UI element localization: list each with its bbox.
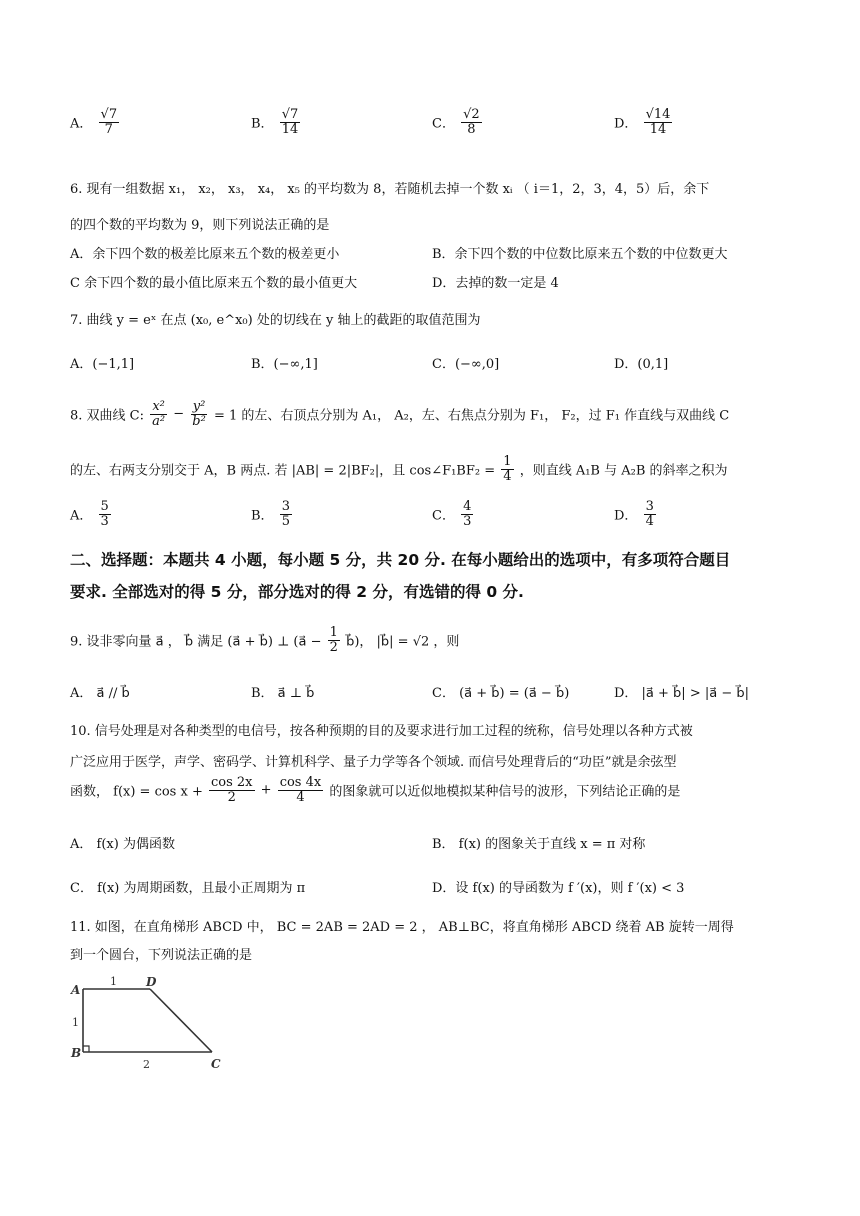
q10-stem-line2: 广泛应用于医学，声学、密码学、计算机科学、量子力学等各个领域. 而信号处理背后的“功臣”就是余弦型 (70, 755, 677, 770)
vertex-label-b: B (71, 1046, 82, 1060)
q6-option-c: C 余下四个数的最小值比原来五个数的最小值更大 (70, 276, 358, 291)
q9-option-c: C． (a⃗ + b⃗) = (a⃗ − b⃗) (432, 686, 570, 701)
q7-option-b: B．(−∞,1] (251, 357, 318, 372)
q5-option-b: B． $\frac{√7}{14}$ (251, 107, 299, 137)
q9-option-d: D． |a⃗ + b⃗| > |a⃗ − b⃗| (614, 686, 749, 701)
vertex-label-d: D (146, 975, 157, 989)
edge-dc (150, 989, 212, 1052)
q8-stem-line1: 8. 双曲线 C: $\frac{\text{x²}}{\text{a²}}$ − $\frac{\text{y²}}{\text{b²}}$ = 1 的左、右顶点分别为 A₁， A₂，左、右焦点分别为 F₁， F₂，过 F₁ 作直线与双曲线 C (70, 399, 730, 429)
q8-option-c: C． $\frac{4}{3}$ (432, 499, 472, 529)
section-heading-line1: 二、选择题：本题共 4 小题，每小题 5 分，共 20 分. 在每小题给出的选项中，有多项符合题目 (70, 551, 731, 569)
q11-stem-line2: 到一个圆台，下列说法正确的是 (70, 948, 253, 963)
q11-stem-line1: 11. 如图，在直角梯形 ABCD 中， BC = 2AB = 2AD = 2 ， AB⊥BC，将直角梯形 ABCD 绕着 AB 旋转一周得 (70, 920, 734, 935)
q9-stem: 9. 设非零向量 a⃗ ， b⃗ 满足 (a⃗ + b⃗) ⊥ (a⃗ − $\frac{1}{2}$ b⃗)， |b⃗| = √2 ，则 (70, 625, 460, 655)
q7-option-d: D．(0,1] (614, 357, 669, 372)
q7-option-a: A．(−1,1] (70, 357, 135, 372)
q10-option-a: A． f(x) 为偶函数 (70, 837, 175, 852)
q7-option-c: C．(−∞,0] (432, 357, 500, 372)
q5-option-a: A． $\frac{√7}{7}$ (70, 107, 118, 137)
q8-option-b: B． $\frac{3}{5}$ (251, 499, 290, 529)
q8-option-a: A． $\frac{5}{3}$ (70, 499, 109, 529)
q6-stem-line2: 的四个数的平均数为 9，则下列说法正确的是 (70, 218, 330, 233)
q10-stem-line1: 10. 信号处理是对各种类型的电信号，按各种预期的目的及要求进行加工过程的统称，信号处理以各种方式被 (70, 724, 693, 739)
q10-option-b: B． f(x) 的图象关于直线 x = π 对称 (432, 837, 646, 852)
length-label-ab: 1 (72, 1016, 79, 1029)
q6-option-d: D．去掉的数一定是 4 (432, 276, 559, 291)
q7-stem: 7. 曲线 y = eˣ 在点 (x₀, e^x₀) 处的切线在 y 轴上的截距的取值范围为 (70, 313, 481, 328)
q6-stem-line1: 6. 现有一组数据 x₁， x₂， x₃， x₄， x₅ 的平均数为 8，若随机去掉一个数 xᵢ （ i＝1，2，3，4，5）后，余下 (70, 182, 710, 197)
q6-option-b: B．余下四个数的中位数比原来五个数的中位数更大 (432, 247, 728, 262)
q5-option-c: C． $\frac{√2}{8}$ (432, 107, 480, 137)
q9-option-a: A． a⃗ // b⃗ (70, 686, 130, 701)
vertex-label-a: A (71, 983, 81, 997)
q5-option-d: D． $\frac{√14}{14}$ (614, 107, 671, 137)
q8-stem-line2: 的左、右两支分别交于 A，B 两点. 若 |AB| = 2|BF₂|，且 cos∠F₁BF₂ = $\frac{1}{4}$ ，则直线 A₁B 与 A₂B 的斜率之积为 (70, 454, 728, 484)
vertex-label-c: C (211, 1057, 221, 1071)
q10-option-d: D．设 f(x) 的导函数为 f ′(x)，则 f ′(x) < 3 (432, 881, 685, 896)
length-label-ad: 1 (110, 975, 117, 988)
length-label-bc: 2 (143, 1058, 150, 1071)
q6-option-a: A．余下四个数的极差比原来五个数的极差更小 (70, 247, 340, 262)
trapezoid-figure (66, 972, 232, 1076)
q10-option-c: C． f(x) 为周期函数，且最小正周期为 π (70, 881, 306, 896)
q8-option-d: D． $\frac{3}{4}$ (614, 499, 654, 529)
q10-stem-line3: 函数， f(x) = cos x + $\frac{\cos 2x}{2}$ + $\frac{\cos 4x}{4}$ 的图象就可以近似地模拟某种信号的波形，下列结论正确的是 (70, 775, 681, 805)
q9-option-b: B． a⃗ ⊥ b⃗ (251, 686, 315, 701)
section-heading-line2: 要求. 全部选对的得 5 分，部分选对的得 2 分，有选错的得 0 分. (70, 583, 524, 601)
right-angle-mark (83, 1046, 89, 1052)
